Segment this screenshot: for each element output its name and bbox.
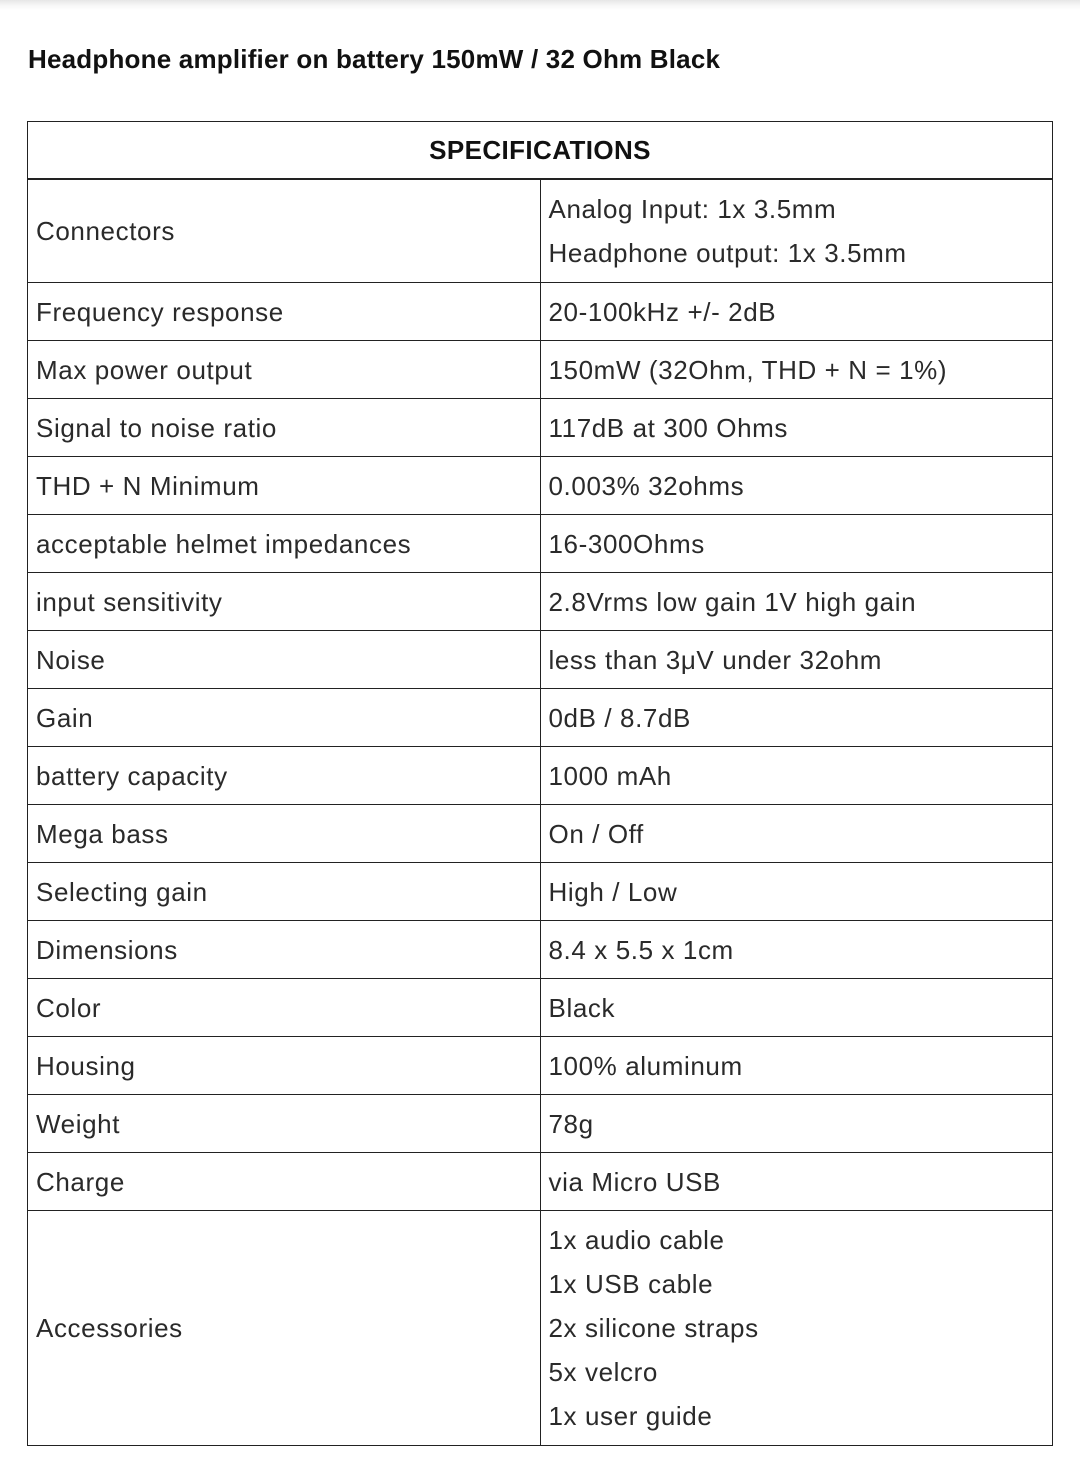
table-row [28, 341, 1053, 399]
spec-value [540, 573, 1053, 631]
spec-value-line: 117dB at 300 Ohms [548, 412, 789, 443]
spec-value [540, 457, 1053, 515]
spec-value [540, 631, 1053, 689]
table-row [28, 979, 1053, 1037]
spec-value-line: Headphone output: 1x 3.5mm [548, 238, 907, 268]
top-bar-shadow [0, 0, 1080, 10]
spec-label: Accessories [28, 1211, 541, 1446]
specifications-table [27, 121, 1053, 1446]
spec-value [540, 1153, 1053, 1211]
table-row [28, 921, 1053, 979]
spec-value [540, 805, 1053, 863]
spec-value [540, 921, 1053, 979]
spec-value-line: Analog Input: 1x 3.5mm [548, 194, 837, 224]
spec-label: acceptable helmet impedances [28, 515, 541, 573]
spec-value-line: 150mW (32Ohm, THD + N = 1%) [548, 354, 948, 385]
spec-label: Connectors [28, 179, 541, 283]
spec-label: Frequency response [28, 283, 541, 341]
spec-label: Weight [28, 1095, 541, 1153]
spec-value-line: 1000 mAh [548, 760, 672, 791]
spec-value [540, 1211, 1053, 1446]
table-row [28, 863, 1053, 921]
spec-value-line: 20-100kHz +/- 2dB [548, 296, 777, 327]
spec-value [540, 689, 1053, 747]
spec-label: Mega bass [28, 805, 541, 863]
spec-value [540, 515, 1053, 573]
spec-value [540, 283, 1053, 341]
spec-label: Max power output [28, 341, 541, 399]
table-row [28, 747, 1053, 805]
spec-value [540, 1037, 1053, 1095]
spec-label: Gain [28, 689, 541, 747]
spec-value-line: On / Off [548, 818, 644, 849]
spec-label: input sensitivity [28, 573, 541, 631]
spec-value [540, 1095, 1053, 1153]
spec-value-line: 0dB / 8.7dB [548, 702, 691, 733]
table-row [28, 805, 1053, 863]
spec-label: Color [28, 979, 541, 1037]
spec-value-line: 16-300Ohms [548, 528, 705, 559]
table-row [28, 631, 1053, 689]
spec-label: Signal to noise ratio [28, 399, 541, 457]
spec-value [540, 341, 1053, 399]
spec-value [540, 399, 1053, 457]
spec-value [540, 863, 1053, 921]
spec-value-line: High / Low [548, 876, 678, 907]
specifications-header: SPECIFICATIONS [28, 122, 1053, 180]
spec-label: Selecting gain [28, 863, 541, 921]
spec-value-line: 1x audio cable [548, 1225, 725, 1255]
spec-value [540, 747, 1053, 805]
table-row [28, 689, 1053, 747]
spec-value-line: 1x USB cable [548, 1269, 714, 1299]
spec-value-line: 78g [548, 1108, 594, 1139]
table-row [28, 1211, 1053, 1446]
spec-label: Dimensions [28, 921, 541, 979]
spec-label: Noise [28, 631, 541, 689]
table-row [28, 1153, 1053, 1211]
spec-label: Housing [28, 1037, 541, 1095]
specifications-body [28, 179, 1053, 1446]
table-row [28, 399, 1053, 457]
table-row [28, 179, 1053, 283]
table-row [28, 515, 1053, 573]
spec-value [540, 979, 1053, 1037]
page-title: Headphone amplifier on battery 150mW / 32 Ohm Black [28, 44, 721, 74]
spec-label: THD + N Minimum [28, 457, 541, 515]
spec-value [540, 179, 1053, 283]
spec-label: Charge [28, 1153, 541, 1211]
table-row [28, 283, 1053, 341]
spec-value-line: 8.4 x 5.5 x 1cm [548, 934, 734, 965]
table-header-row [28, 122, 1053, 180]
spec-value-line: 5x velcro [548, 1357, 658, 1387]
spec-value-line: less than 3μV under 32ohm [548, 644, 883, 675]
spec-value-line: 1x user guide [548, 1401, 713, 1431]
table-row [28, 457, 1053, 515]
spec-value-line: 2x silicone straps [548, 1313, 759, 1343]
spec-value-line: 2.8Vrms low gain 1V high gain [548, 586, 917, 617]
spec-value-line: 100% aluminum [548, 1050, 743, 1081]
spec-value-line: via Micro USB [548, 1166, 721, 1197]
spec-value-line: Black [548, 992, 616, 1023]
table-row [28, 1037, 1053, 1095]
spec-value-line: 0.003% 32ohms [548, 470, 745, 501]
table-row [28, 1095, 1053, 1153]
table-row [28, 573, 1053, 631]
spec-label: battery capacity [28, 747, 541, 805]
